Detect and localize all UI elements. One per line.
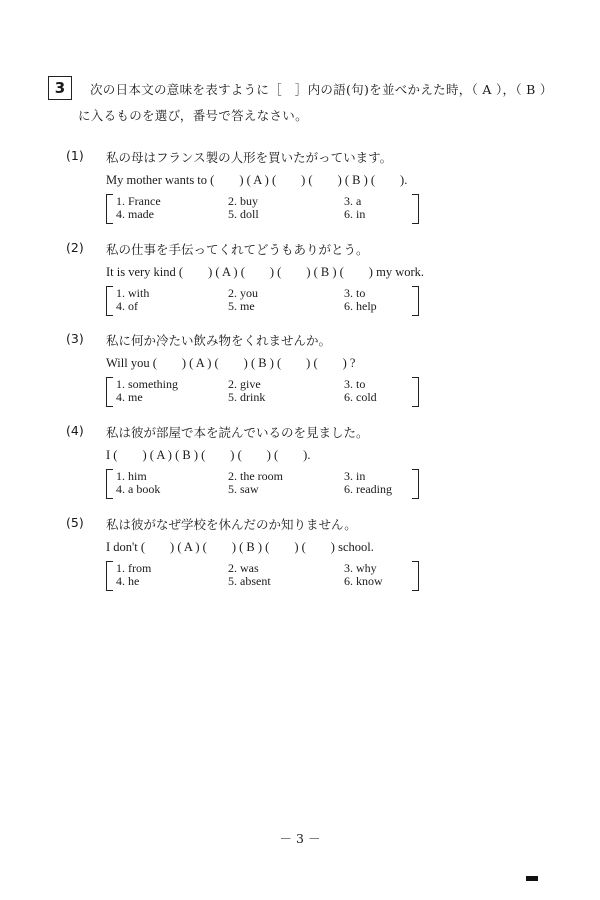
left-bracket: [106, 561, 113, 591]
choice-3: 3. a: [344, 194, 362, 208]
question-label: (2): [66, 240, 84, 255]
choice-6: 6. cold: [344, 390, 377, 404]
choice-4: 4. made: [116, 207, 154, 221]
left-bracket: [106, 377, 113, 407]
right-bracket: [412, 377, 419, 407]
choice-list: [106, 469, 422, 501]
choice-6: 6. reading: [344, 482, 392, 496]
question-english: I don't ( ) ( A ) ( ) ( B ) ( ) ( ) school.: [106, 540, 374, 554]
choice-3: 3. in: [344, 469, 366, 483]
choice-2: 2. you: [228, 286, 258, 300]
choice-4: 4. me: [116, 390, 143, 404]
choice-5: 5. absent: [228, 574, 271, 588]
choice-1: 1. from: [116, 561, 152, 575]
choice-list: [106, 286, 422, 318]
choice-list: [106, 377, 422, 409]
page-number: － 3 －: [279, 831, 321, 846]
choice-1: 1. him: [116, 469, 147, 483]
choice-5: 5. doll: [228, 207, 259, 221]
choice-1: 1. something: [116, 377, 178, 391]
left-bracket: [106, 194, 113, 224]
instruction-line-1: 次の日本文の意味を表すように［ ］内の語(句)を並べかえた時，（ A ），（ B ）: [90, 82, 553, 97]
choice-6: 6. know: [344, 574, 383, 588]
question-label: (1): [66, 148, 84, 163]
choice-2: 2. the room: [228, 469, 283, 483]
question-label: (5): [66, 515, 84, 530]
choice-2: 2. was: [228, 561, 259, 575]
right-bracket: [412, 286, 419, 316]
question-label: (4): [66, 423, 84, 438]
left-bracket: [106, 469, 113, 499]
question-english: Will you ( ) ( A ) ( ) ( B ) ( ) ( ) ?: [106, 356, 356, 370]
right-bracket: [412, 469, 419, 499]
left-bracket: [106, 286, 113, 316]
choice-3: 3. to: [344, 286, 366, 300]
right-bracket: [412, 561, 419, 591]
choice-5: 5. drink: [228, 390, 266, 404]
choice-3: 3. to: [344, 377, 366, 391]
choice-5: 5. saw: [228, 482, 259, 496]
choice-list: [106, 194, 422, 226]
choice-2: 2. give: [228, 377, 261, 391]
registration-mark: [526, 876, 538, 881]
question-japanese: 私は彼がなぜ学校を休んだのか知りません。: [106, 517, 357, 532]
choice-4: 4. of: [116, 299, 138, 313]
question-label: (3): [66, 331, 84, 346]
right-bracket: [412, 194, 419, 224]
question-japanese: 私の母はフランス製の人形を買いたがっています。: [106, 150, 393, 165]
choice-6: 6. help: [344, 299, 377, 313]
section-number: 3: [54, 79, 66, 97]
choice-5: 5. me: [228, 299, 255, 313]
question-japanese: 私は彼が部屋で本を読んでいるのを見ました。: [106, 425, 369, 440]
question-japanese: 私の仕事を手伝ってくれてどうもありがとう。: [106, 242, 369, 257]
choice-3: 3. why: [344, 561, 377, 575]
choice-2: 2. buy: [228, 194, 258, 208]
choice-1: 1. France: [116, 194, 161, 208]
section-number-box: [48, 76, 72, 100]
question-japanese: 私に何か冷たい飲み物をくれませんか。: [106, 333, 332, 348]
choice-4: 4. he: [116, 574, 140, 588]
choice-4: 4. a book: [116, 482, 161, 496]
choice-1: 1. with: [116, 286, 150, 300]
choice-6: 6. in: [344, 207, 366, 221]
question-english: It is very kind ( ) ( A ) ( ) ( ) ( B ) ( ) my work.: [106, 265, 425, 279]
instruction-line-2: に入るものを選び，番号で答えなさい。: [78, 108, 308, 123]
choice-list: [106, 561, 422, 593]
question-english: I ( ) ( A ) ( B ) ( ) ( ) ( ).: [106, 448, 311, 462]
question-english: My mother wants to ( ) ( A ) ( ) ( ) ( B ) ( ).: [106, 173, 408, 187]
